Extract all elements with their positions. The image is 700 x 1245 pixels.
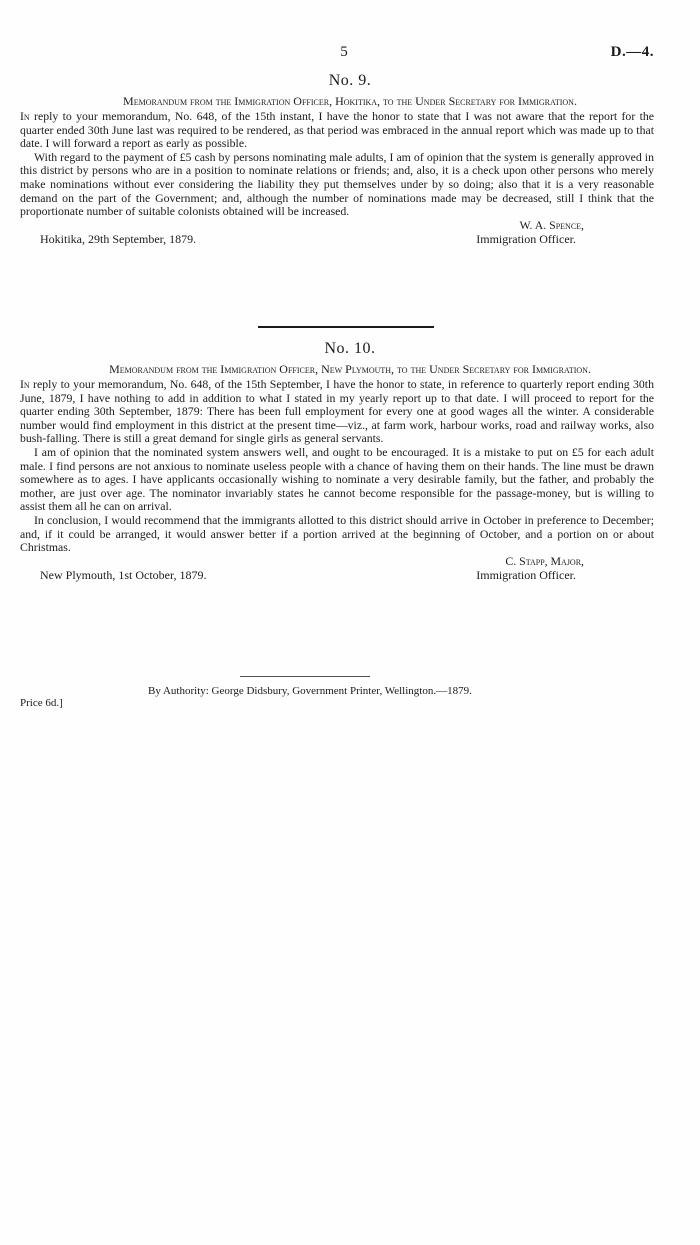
memo-10-para2: I am of opinion that the nominated system answers well, and ought to be encouraged. It is a mistake to put on £5 for each adult male. I find persons are not anxious to nominate useless people with a chance of having them on their hands. The line must be drawn somewhere as to ages. I have applicants occasionally wishing to nominate a very desirable family, but the father, and probably the mother, are just over age. The nominator invariably states he cannot become responsible for the passage-money, but is willing to assist them all he can on arrival. xyxy=(20,444,654,514)
memo-10-signature: C. Stapp, Major, xyxy=(505,553,584,568)
memo-9-number: No. 9. xyxy=(328,72,372,89)
memo-9-role: Immigration Officer. xyxy=(476,231,576,246)
memo-9-signature: W. A. Spence, xyxy=(519,217,584,232)
memo-9-place-date: Hokitika, 29th September, 1879. xyxy=(40,231,197,246)
printer-authority: By Authority: George Didsbury, Government Printer, Wellington.—1879. xyxy=(148,685,472,697)
memo-10-para1: reply to your memorandum, No. 648, of the 15th September, I have the honor to state, in reference to quarterly report ending 30th June, 1879, I have nothing to add in addition to what I stated in my yearly report up to that date. I will proceed to report for the quarter ending 30th September, 1879: There has been full employment for every one at good wages all the winter. A considerable number would find employment in this district at the present time—viz., at farm work, harbour works, road and railway works, also bush-falling. There is still a great demand for single girls as general servants. xyxy=(20,377,654,446)
memo-9-para2: With regard to the payment of £5 cash by persons nominating male adults, I am of opinion that the system is generally approved in this district by persons who are in a position to nominate relations or friends; and, also, it is a check upon other persons who merely make nominations without ever considering the liability they put themselves under by so doing; also that it is a very reasonable demand on the part of the Government; and, although the number of nominations made may be decreased, still I think that the proportionate number of suitable colonists obtained will be increased. xyxy=(20,149,654,219)
memo-10-para1-lead: In xyxy=(20,377,30,391)
memo-10-place-date: New Plymouth, 1st October, 1879. xyxy=(40,567,207,582)
memo-10 xyxy=(0,340,700,583)
memo-9-para1: reply to your memorandum, No. 648, of the 15th instant, I have the honor to state that I was not aware that the report for the quarter ended 30th June last was required to be rendered, as that period was embraced in the annual report which was made up to that date. I will forward a report as early as possible. xyxy=(20,109,654,151)
footer-rule xyxy=(240,676,370,677)
document-reference: D.—4. xyxy=(610,44,654,60)
memo-9-body xyxy=(20,110,654,247)
price-note: Price 6d.] xyxy=(20,697,63,709)
memo-10-body xyxy=(20,378,654,583)
memo-9 xyxy=(0,72,700,247)
memo-10-role: Immigration Officer. xyxy=(476,567,576,582)
memo-10-para3: In conclusion, I would recommend that the immigrants allotted to this district should arrive in October in preference to December; and, if it could be arranged, it would answer better if a portion arrived at the beginning of October, and a portion on or about Christmas. xyxy=(20,512,654,555)
memo-10-title: Memorandum from the Immigration Officer, New Plymouth, to the Under Secretary for Immigration. xyxy=(109,362,591,376)
memo-10-number: No. 10. xyxy=(324,340,376,357)
page-number: 5 xyxy=(340,44,348,60)
memo-9-title: Memorandum from the Immigration Officer, Hokitika, to the Under Secretary for Immigration. xyxy=(123,94,577,108)
section-divider xyxy=(258,326,434,328)
memo-9-para1-lead: In xyxy=(20,109,30,123)
